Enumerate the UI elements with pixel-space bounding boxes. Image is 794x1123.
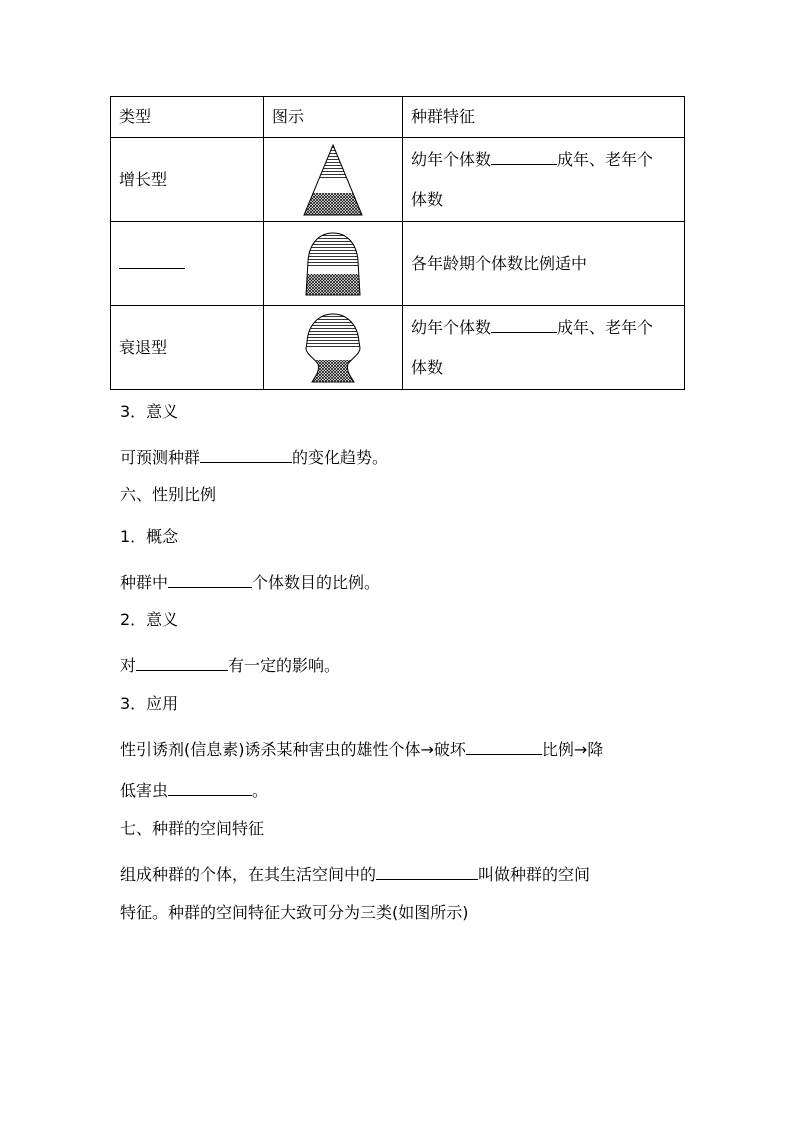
feature-cell — [403, 138, 685, 222]
diagram-cell — [264, 138, 403, 222]
feature-text: 体数 — [411, 189, 444, 209]
paragraph: 种群中 个体数目的比例。 — [120, 569, 380, 593]
section-heading: 3．应用 — [120, 694, 179, 713]
fill-blank[interactable] — [200, 444, 292, 463]
header-diagram: 图示 — [264, 97, 403, 138]
type-cell: 衰退型 — [111, 306, 264, 390]
increasing-pyramid-icon — [302, 143, 364, 217]
fill-blank[interactable] — [168, 569, 252, 588]
section-heading: 2．意义 — [120, 610, 179, 629]
header-type: 类型 — [111, 97, 264, 138]
feature-text: 成年、老年个 — [557, 149, 654, 169]
feature-text: 体数 — [411, 357, 444, 377]
feature-text: 成年、老年个 — [557, 317, 654, 337]
type-cell: 增长型 — [111, 138, 264, 222]
fill-blank[interactable] — [491, 314, 557, 333]
fill-blank[interactable] — [136, 652, 228, 671]
paragraph: 性引诱剂(信息素)诱杀某种害虫的雄性个体→破坏 比例→降 — [120, 736, 603, 760]
table-row — [111, 306, 685, 390]
feature-cell — [403, 306, 685, 390]
section-heading: 3．意义 — [120, 402, 179, 421]
paragraph: 特征。种群的空间特征大致可分为三类(如图所示) — [120, 903, 469, 922]
table-row — [111, 222, 685, 306]
fill-blank[interactable] — [376, 861, 478, 880]
header-feature: 种群特征 — [403, 97, 685, 138]
table-row — [111, 138, 685, 222]
stable-bell-icon — [304, 231, 362, 297]
paragraph: 对 有一定的影响。 — [120, 652, 340, 676]
diagram-cell — [264, 306, 403, 390]
diagram-cell — [264, 222, 403, 306]
paragraph: 低害虫 。 — [120, 777, 268, 801]
fill-blank[interactable] — [119, 250, 185, 269]
table-header-row — [111, 97, 685, 138]
age-structure-table — [110, 96, 685, 390]
section-heading: 六、性别比例 — [120, 485, 217, 504]
fill-blank[interactable] — [466, 736, 542, 755]
fill-blank[interactable] — [168, 777, 252, 796]
paragraph: 可预测种群 的变化趋势。 — [120, 444, 388, 468]
fill-blank[interactable] — [491, 146, 557, 165]
type-cell — [111, 222, 264, 306]
feature-text: 幼年个体数 — [411, 317, 492, 337]
feature-text: 幼年个体数 — [411, 149, 492, 169]
feature-cell: 各年龄期个体数比例适中 — [403, 222, 685, 306]
paragraph: 组成种群的个体，在其生活空间中的 叫做种群的空间 — [120, 861, 590, 885]
section-heading: 七、种群的空间特征 — [120, 819, 265, 838]
section-heading: 1．概念 — [120, 527, 179, 546]
declining-urn-icon — [302, 312, 364, 384]
